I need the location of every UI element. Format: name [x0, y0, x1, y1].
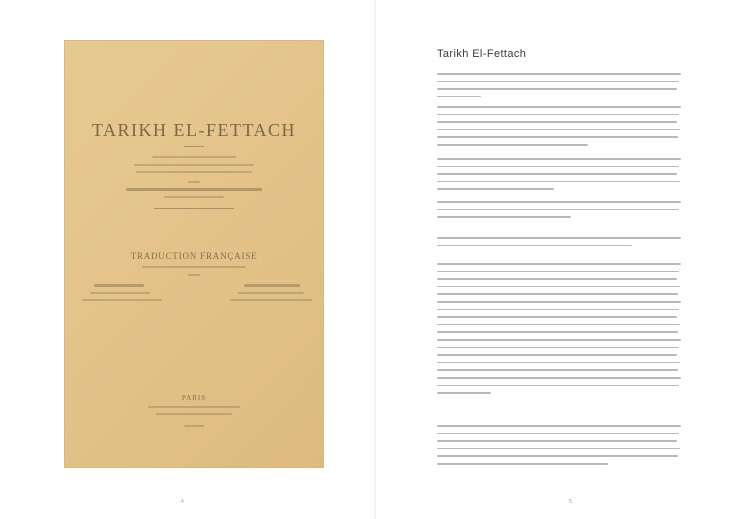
body-text-line — [437, 433, 679, 435]
scan-translator-left-note — [82, 299, 162, 301]
left-page-number: 4 — [181, 499, 184, 505]
scan-translator-right-title — [238, 292, 304, 294]
body-text-line — [437, 455, 678, 457]
scan-main-title: TARIKH EL-FETTACH — [91, 120, 297, 140]
body-text-line — [437, 425, 681, 427]
scan-publisher-address — [156, 413, 232, 415]
body-text-line — [437, 293, 678, 295]
left-page — [0, 0, 374, 519]
body-text-line — [437, 331, 678, 333]
body-text-line — [437, 166, 679, 168]
scan-subtitle-line — [136, 171, 252, 173]
right-page-number: 5 — [569, 499, 572, 505]
scan-publisher — [148, 406, 240, 408]
scan-subtitle-line — [152, 156, 236, 158]
body-text-line — [437, 339, 681, 341]
body-text-line — [437, 114, 679, 116]
scan-translator-left-title — [90, 292, 150, 294]
scan-translator-right — [244, 284, 300, 287]
scan-translator-left — [94, 284, 144, 287]
body-text-line — [437, 463, 608, 465]
body-text-line — [437, 73, 681, 75]
scan-translation-note — [142, 266, 246, 268]
scan-par-line — [188, 274, 200, 276]
body-text-line — [437, 440, 677, 442]
body-text-line — [437, 377, 681, 379]
body-text-line — [437, 188, 554, 190]
scan-par-line — [188, 181, 200, 183]
scan-author-line — [126, 188, 262, 191]
body-text-line — [437, 316, 677, 318]
body-text-line — [437, 354, 677, 356]
body-text-line — [437, 144, 588, 146]
body-text-line — [437, 158, 681, 160]
body-text-line — [437, 121, 677, 123]
scan-author-note — [164, 196, 224, 198]
body-text-line — [437, 136, 678, 138]
body-text-line — [437, 271, 679, 273]
scan-year — [184, 425, 204, 427]
body-text-line — [437, 309, 679, 311]
scan-translator-right-note — [230, 299, 312, 301]
body-text-line — [437, 88, 677, 90]
body-text-line — [437, 173, 677, 175]
right-page-title: Tarikh El-Fettach — [437, 48, 527, 60]
body-text-line — [437, 245, 632, 247]
body-text-line — [437, 347, 679, 349]
body-text-line — [437, 209, 679, 211]
scan-rule — [154, 208, 234, 209]
scan-subtitle-line — [134, 164, 254, 166]
title-page-scan — [64, 40, 324, 468]
body-text-line — [437, 278, 677, 280]
body-text-line — [437, 263, 681, 265]
body-text-line — [437, 392, 491, 394]
body-text-line — [437, 201, 681, 203]
body-text-line — [437, 216, 571, 218]
body-text-line — [437, 385, 679, 387]
body-text-line — [437, 106, 681, 108]
body-text-line — [437, 369, 678, 371]
body-text-line — [437, 301, 681, 303]
body-text-line — [437, 81, 679, 83]
scan-place: PARIS — [181, 394, 207, 402]
scan-rule — [184, 146, 204, 147]
scan-translation-heading: TRADUCTION FRANÇAISE — [130, 251, 258, 261]
body-text-line — [437, 237, 681, 239]
